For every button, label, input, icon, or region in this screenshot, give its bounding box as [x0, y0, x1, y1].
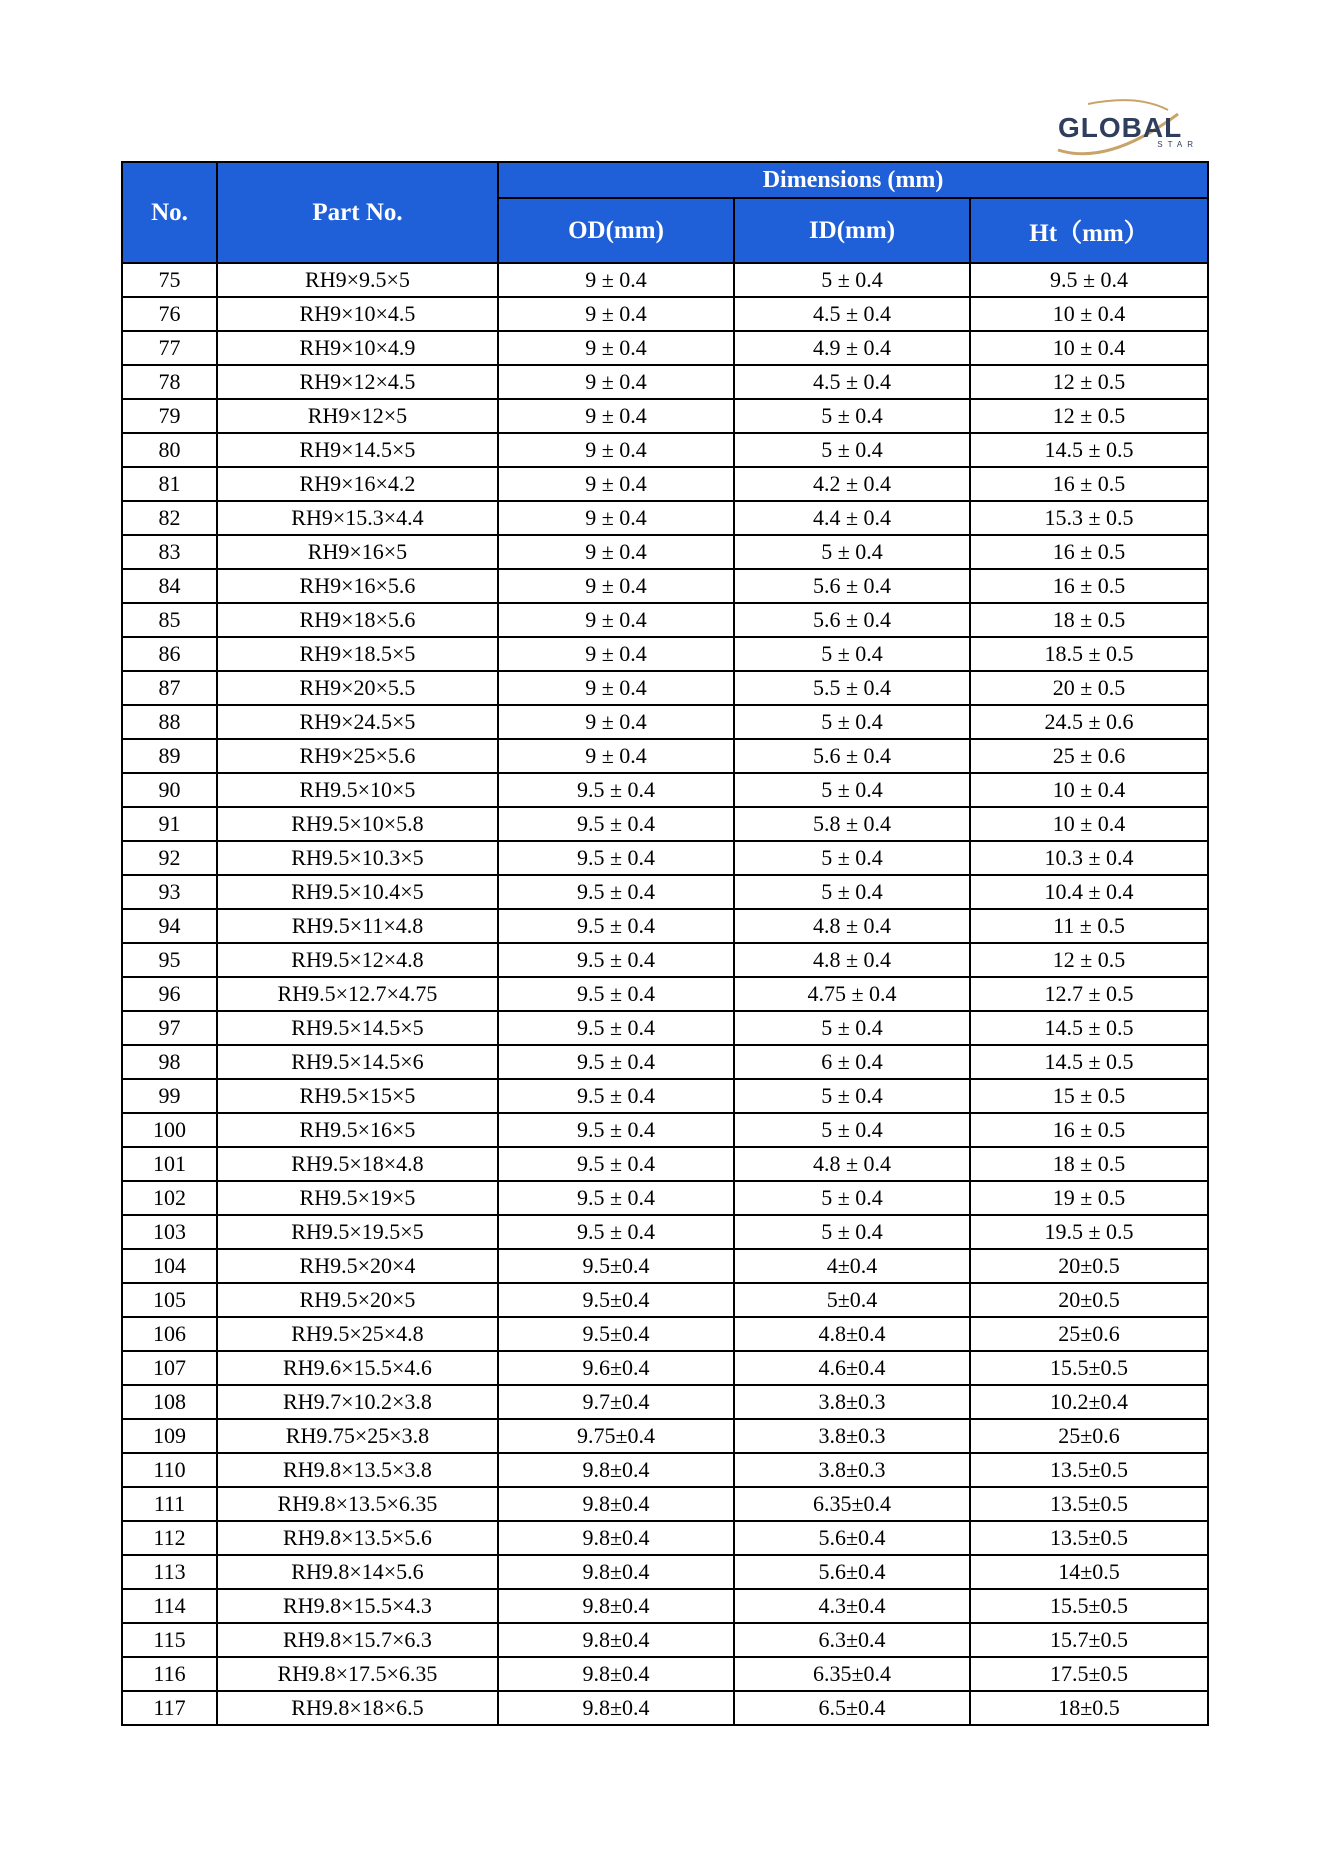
cell-id: 5 ± 0.4: [734, 433, 970, 467]
cell-no: 85: [122, 603, 217, 637]
cell-od: 9.8±0.4: [498, 1623, 734, 1657]
cell-id: 5 ± 0.4: [734, 773, 970, 807]
table-row: [122, 705, 1208, 739]
table-row: [122, 1419, 1208, 1453]
cell-od: 9 ± 0.4: [498, 569, 734, 603]
table-row: [122, 671, 1208, 705]
cell-id: 3.8±0.3: [734, 1453, 970, 1487]
table-row: [122, 297, 1208, 331]
header-no: No.: [122, 162, 217, 263]
cell-no: 99: [122, 1079, 217, 1113]
cell-id: 5 ± 0.4: [734, 705, 970, 739]
cell-part-no: RH9.8×15.5×4.3: [217, 1589, 498, 1623]
cell-part-no: RH9×12×5: [217, 399, 498, 433]
header-od: OD(mm): [498, 198, 734, 263]
cell-part-no: RH9×18×5.6: [217, 603, 498, 637]
table-row: [122, 1385, 1208, 1419]
table-row: [122, 1113, 1208, 1147]
cell-no: 92: [122, 841, 217, 875]
table-row: [122, 841, 1208, 875]
cell-ht: 15 ± 0.5: [970, 1079, 1208, 1113]
cell-no: 117: [122, 1691, 217, 1725]
cell-id: 4.9 ± 0.4: [734, 331, 970, 365]
cell-od: 9.8±0.4: [498, 1691, 734, 1725]
cell-no: 110: [122, 1453, 217, 1487]
cell-part-no: RH9×24.5×5: [217, 705, 498, 739]
cell-ht: 24.5 ± 0.6: [970, 705, 1208, 739]
cell-part-no: RH9.8×18×6.5: [217, 1691, 498, 1725]
cell-ht: 10 ± 0.4: [970, 297, 1208, 331]
cell-no: 91: [122, 807, 217, 841]
table-body: [122, 263, 1208, 1725]
table-row: [122, 1079, 1208, 1113]
table-row: [122, 569, 1208, 603]
table-row: [122, 1147, 1208, 1181]
cell-od: 9.5 ± 0.4: [498, 1147, 734, 1181]
cell-od: 9 ± 0.4: [498, 705, 734, 739]
header-part-no: Part No.: [217, 162, 498, 263]
cell-no: 88: [122, 705, 217, 739]
cell-od: 9.7±0.4: [498, 1385, 734, 1419]
table-row: [122, 773, 1208, 807]
table-row: [122, 943, 1208, 977]
cell-ht: 9.5 ± 0.4: [970, 263, 1208, 297]
cell-no: 103: [122, 1215, 217, 1249]
cell-id: 6.35±0.4: [734, 1487, 970, 1521]
cell-ht: 20 ± 0.5: [970, 671, 1208, 705]
table-row: [122, 739, 1208, 773]
cell-id: 4.5 ± 0.4: [734, 365, 970, 399]
cell-id: 5 ± 0.4: [734, 535, 970, 569]
cell-id: 6.35±0.4: [734, 1657, 970, 1691]
cell-no: 105: [122, 1283, 217, 1317]
table-row: [122, 1181, 1208, 1215]
company-logo: [1048, 96, 1206, 158]
cell-id: 4±0.4: [734, 1249, 970, 1283]
cell-id: 5.6±0.4: [734, 1521, 970, 1555]
cell-no: 81: [122, 467, 217, 501]
cell-id: 5 ± 0.4: [734, 841, 970, 875]
cell-no: 112: [122, 1521, 217, 1555]
cell-part-no: RH9.5×19.5×5: [217, 1215, 498, 1249]
cell-id: 5±0.4: [734, 1283, 970, 1317]
cell-part-no: RH9.5×11×4.8: [217, 909, 498, 943]
cell-no: 104: [122, 1249, 217, 1283]
cell-od: 9 ± 0.4: [498, 637, 734, 671]
cell-ht: 10 ± 0.4: [970, 773, 1208, 807]
cell-id: 4.2 ± 0.4: [734, 467, 970, 501]
cell-od: 9.8±0.4: [498, 1657, 734, 1691]
cell-od: 9.6±0.4: [498, 1351, 734, 1385]
table-row: [122, 433, 1208, 467]
cell-id: 4.4 ± 0.4: [734, 501, 970, 535]
table-row: [122, 263, 1208, 297]
cell-od: 9.5 ± 0.4: [498, 807, 734, 841]
cell-no: 89: [122, 739, 217, 773]
cell-ht: 12 ± 0.5: [970, 943, 1208, 977]
cell-od: 9.5 ± 0.4: [498, 1045, 734, 1079]
cell-part-no: RH9.5×10.4×5: [217, 875, 498, 909]
cell-id: 5.8 ± 0.4: [734, 807, 970, 841]
cell-no: 98: [122, 1045, 217, 1079]
cell-part-no: RH9.5×14.5×5: [217, 1011, 498, 1045]
cell-part-no: RH9.8×14×5.6: [217, 1555, 498, 1589]
cell-id: 4.8 ± 0.4: [734, 1147, 970, 1181]
table-row: [122, 1249, 1208, 1283]
cell-od: 9 ± 0.4: [498, 297, 734, 331]
table-row: [122, 399, 1208, 433]
cell-part-no: RH9.5×10.3×5: [217, 841, 498, 875]
cell-od: 9.5 ± 0.4: [498, 1181, 734, 1215]
cell-ht: 19.5 ± 0.5: [970, 1215, 1208, 1249]
table-row: [122, 1691, 1208, 1725]
table-row: [122, 977, 1208, 1011]
cell-part-no: RH9.8×13.5×3.8: [217, 1453, 498, 1487]
table-row: [122, 603, 1208, 637]
cell-id: 5 ± 0.4: [734, 1079, 970, 1113]
cell-part-no: RH9.5×10×5.8: [217, 807, 498, 841]
table-row: [122, 1215, 1208, 1249]
cell-ht: 13.5±0.5: [970, 1521, 1208, 1555]
cell-part-no: RH9.8×13.5×5.6: [217, 1521, 498, 1555]
cell-ht: 15.5±0.5: [970, 1351, 1208, 1385]
cell-no: 107: [122, 1351, 217, 1385]
cell-no: 101: [122, 1147, 217, 1181]
table-row: [122, 331, 1208, 365]
cell-no: 84: [122, 569, 217, 603]
cell-part-no: RH9.8×13.5×6.35: [217, 1487, 498, 1521]
cell-od: 9.5 ± 0.4: [498, 773, 734, 807]
cell-od: 9 ± 0.4: [498, 263, 734, 297]
cell-od: 9.8±0.4: [498, 1521, 734, 1555]
cell-id: 6 ± 0.4: [734, 1045, 970, 1079]
cell-no: 106: [122, 1317, 217, 1351]
cell-no: 97: [122, 1011, 217, 1045]
cell-no: 109: [122, 1419, 217, 1453]
cell-id: 4.6±0.4: [734, 1351, 970, 1385]
cell-od: 9 ± 0.4: [498, 433, 734, 467]
cell-part-no: RH9×12×4.5: [217, 365, 498, 399]
cell-no: 83: [122, 535, 217, 569]
cell-od: 9 ± 0.4: [498, 467, 734, 501]
cell-part-no: RH9×14.5×5: [217, 433, 498, 467]
cell-od: 9 ± 0.4: [498, 399, 734, 433]
cell-od: 9 ± 0.4: [498, 365, 734, 399]
cell-id: 5 ± 0.4: [734, 637, 970, 671]
table-row: [122, 467, 1208, 501]
cell-ht: 10 ± 0.4: [970, 807, 1208, 841]
cell-od: 9.5 ± 0.4: [498, 875, 734, 909]
cell-no: 86: [122, 637, 217, 671]
cell-id: 6.5±0.4: [734, 1691, 970, 1725]
cell-ht: 19 ± 0.5: [970, 1181, 1208, 1215]
cell-id: 5.5 ± 0.4: [734, 671, 970, 705]
cell-part-no: RH9×16×5: [217, 535, 498, 569]
cell-od: 9.5 ± 0.4: [498, 1215, 734, 1249]
cell-od: 9.8±0.4: [498, 1487, 734, 1521]
cell-id: 5.6 ± 0.4: [734, 739, 970, 773]
cell-ht: 13.5±0.5: [970, 1487, 1208, 1521]
cell-ht: 16 ± 0.5: [970, 535, 1208, 569]
cell-od: 9 ± 0.4: [498, 501, 734, 535]
logo-subtext: STAR: [1157, 140, 1198, 149]
table-row: [122, 875, 1208, 909]
cell-no: 79: [122, 399, 217, 433]
cell-od: 9 ± 0.4: [498, 331, 734, 365]
cell-no: 93: [122, 875, 217, 909]
cell-ht: 16 ± 0.5: [970, 569, 1208, 603]
dimensions-table: [121, 161, 1209, 1726]
cell-part-no: RH9.5×14.5×6: [217, 1045, 498, 1079]
cell-id: 4.8 ± 0.4: [734, 943, 970, 977]
cell-id: 5 ± 0.4: [734, 875, 970, 909]
cell-id: 5 ± 0.4: [734, 399, 970, 433]
cell-id: 5 ± 0.4: [734, 1181, 970, 1215]
cell-no: 94: [122, 909, 217, 943]
cell-ht: 15.7±0.5: [970, 1623, 1208, 1657]
cell-od: 9.8±0.4: [498, 1453, 734, 1487]
table-row: [122, 1555, 1208, 1589]
table-row: [122, 1453, 1208, 1487]
cell-od: 9 ± 0.4: [498, 739, 734, 773]
cell-id: 3.8±0.3: [734, 1385, 970, 1419]
cell-ht: 25±0.6: [970, 1317, 1208, 1351]
cell-part-no: RH9.7×10.2×3.8: [217, 1385, 498, 1419]
cell-part-no: RH9.5×25×4.8: [217, 1317, 498, 1351]
cell-od: 9.5±0.4: [498, 1249, 734, 1283]
cell-no: 113: [122, 1555, 217, 1589]
cell-part-no: RH9×16×5.6: [217, 569, 498, 603]
cell-part-no: RH9×25×5.6: [217, 739, 498, 773]
cell-part-no: RH9.5×19×5: [217, 1181, 498, 1215]
cell-id: 4.8 ± 0.4: [734, 909, 970, 943]
cell-ht: 13.5±0.5: [970, 1453, 1208, 1487]
cell-od: 9.8±0.4: [498, 1555, 734, 1589]
table-row: [122, 1623, 1208, 1657]
cell-od: 9.5 ± 0.4: [498, 1113, 734, 1147]
cell-ht: 17.5±0.5: [970, 1657, 1208, 1691]
cell-no: 75: [122, 263, 217, 297]
cell-ht: 18 ± 0.5: [970, 1147, 1208, 1181]
cell-id: 5 ± 0.4: [734, 263, 970, 297]
cell-od: 9.5 ± 0.4: [498, 977, 734, 1011]
cell-part-no: RH9.8×17.5×6.35: [217, 1657, 498, 1691]
cell-part-no: RH9×20×5.5: [217, 671, 498, 705]
header-dimensions: Dimensions (mm): [498, 162, 1208, 198]
cell-od: 9.5±0.4: [498, 1317, 734, 1351]
cell-id: 4.8±0.4: [734, 1317, 970, 1351]
cell-no: 100: [122, 1113, 217, 1147]
table-row: [122, 909, 1208, 943]
cell-ht: 16 ± 0.5: [970, 467, 1208, 501]
cell-no: 96: [122, 977, 217, 1011]
cell-no: 77: [122, 331, 217, 365]
cell-ht: 20±0.5: [970, 1283, 1208, 1317]
header-id: ID(mm): [734, 198, 970, 263]
cell-no: 116: [122, 1657, 217, 1691]
cell-ht: 18.5 ± 0.5: [970, 637, 1208, 671]
cell-part-no: RH9×15.3×4.4: [217, 501, 498, 535]
table-row: [122, 501, 1208, 535]
cell-od: 9.75±0.4: [498, 1419, 734, 1453]
cell-id: 5.6 ± 0.4: [734, 603, 970, 637]
cell-od: 9.5 ± 0.4: [498, 1079, 734, 1113]
cell-ht: 12.7 ± 0.5: [970, 977, 1208, 1011]
table-row: [122, 1589, 1208, 1623]
cell-no: 76: [122, 297, 217, 331]
table-row: [122, 1521, 1208, 1555]
cell-od: 9.8±0.4: [498, 1589, 734, 1623]
cell-no: 90: [122, 773, 217, 807]
table-row: [122, 1011, 1208, 1045]
cell-ht: 18±0.5: [970, 1691, 1208, 1725]
cell-part-no: RH9×18.5×5: [217, 637, 498, 671]
cell-id: 4.75 ± 0.4: [734, 977, 970, 1011]
cell-ht: 25 ± 0.6: [970, 739, 1208, 773]
cell-id: 5.6 ± 0.4: [734, 569, 970, 603]
cell-part-no: RH9.5×12.7×4.75: [217, 977, 498, 1011]
cell-ht: 14±0.5: [970, 1555, 1208, 1589]
cell-ht: 12 ± 0.5: [970, 365, 1208, 399]
cell-no: 95: [122, 943, 217, 977]
cell-od: 9.5 ± 0.4: [498, 1011, 734, 1045]
cell-ht: 15.5±0.5: [970, 1589, 1208, 1623]
table-row: [122, 637, 1208, 671]
table-row: [122, 1045, 1208, 1079]
cell-no: 80: [122, 433, 217, 467]
logo-text: GLOBAL: [1058, 112, 1183, 143]
cell-od: 9 ± 0.4: [498, 603, 734, 637]
cell-part-no: RH9.5×10×5: [217, 773, 498, 807]
cell-part-no: RH9.5×20×4: [217, 1249, 498, 1283]
cell-ht: 20±0.5: [970, 1249, 1208, 1283]
cell-ht: 10.2±0.4: [970, 1385, 1208, 1419]
cell-od: 9.5 ± 0.4: [498, 943, 734, 977]
cell-part-no: RH9.75×25×3.8: [217, 1419, 498, 1453]
cell-od: 9 ± 0.4: [498, 535, 734, 569]
cell-id: 3.8±0.3: [734, 1419, 970, 1453]
cell-ht: 25±0.6: [970, 1419, 1208, 1453]
cell-no: 82: [122, 501, 217, 535]
cell-ht: 10.4 ± 0.4: [970, 875, 1208, 909]
cell-part-no: RH9×10×4.9: [217, 331, 498, 365]
cell-id: 5 ± 0.4: [734, 1215, 970, 1249]
cell-part-no: RH9.5×20×5: [217, 1283, 498, 1317]
cell-part-no: RH9×9.5×5: [217, 263, 498, 297]
cell-no: 87: [122, 671, 217, 705]
cell-no: 102: [122, 1181, 217, 1215]
table-header: [122, 162, 1208, 263]
cell-od: 9.5±0.4: [498, 1283, 734, 1317]
table-row: [122, 1317, 1208, 1351]
cell-part-no: RH9.5×12×4.8: [217, 943, 498, 977]
cell-ht: 16 ± 0.5: [970, 1113, 1208, 1147]
cell-no: 78: [122, 365, 217, 399]
table-row: [122, 365, 1208, 399]
table-row: [122, 535, 1208, 569]
cell-od: 9.5 ± 0.4: [498, 909, 734, 943]
table-row: [122, 807, 1208, 841]
cell-ht: 12 ± 0.5: [970, 399, 1208, 433]
cell-ht: 14.5 ± 0.5: [970, 1011, 1208, 1045]
cell-part-no: RH9×10×4.5: [217, 297, 498, 331]
cell-part-no: RH9.5×18×4.8: [217, 1147, 498, 1181]
cell-ht: 11 ± 0.5: [970, 909, 1208, 943]
cell-ht: 18 ± 0.5: [970, 603, 1208, 637]
cell-id: 5 ± 0.4: [734, 1113, 970, 1147]
cell-ht: 10.3 ± 0.4: [970, 841, 1208, 875]
table-row: [122, 1657, 1208, 1691]
cell-id: 4.5 ± 0.4: [734, 297, 970, 331]
cell-part-no: RH9.5×15×5: [217, 1079, 498, 1113]
cell-od: 9.5 ± 0.4: [498, 841, 734, 875]
cell-ht: 15.3 ± 0.5: [970, 501, 1208, 535]
table-row: [122, 1283, 1208, 1317]
cell-part-no: RH9.5×16×5: [217, 1113, 498, 1147]
table-row: [122, 1351, 1208, 1385]
table-row: [122, 1487, 1208, 1521]
cell-ht: 14.5 ± 0.5: [970, 1045, 1208, 1079]
cell-part-no: RH9×16×4.2: [217, 467, 498, 501]
cell-ht: 10 ± 0.4: [970, 331, 1208, 365]
cell-id: 4.3±0.4: [734, 1589, 970, 1623]
cell-ht: 14.5 ± 0.5: [970, 433, 1208, 467]
cell-no: 114: [122, 1589, 217, 1623]
cell-no: 108: [122, 1385, 217, 1419]
cell-id: 5.6±0.4: [734, 1555, 970, 1589]
cell-od: 9 ± 0.4: [498, 671, 734, 705]
cell-part-no: RH9.6×15.5×4.6: [217, 1351, 498, 1385]
cell-no: 111: [122, 1487, 217, 1521]
cell-id: 6.3±0.4: [734, 1623, 970, 1657]
cell-no: 115: [122, 1623, 217, 1657]
cell-part-no: RH9.8×15.7×6.3: [217, 1623, 498, 1657]
cell-id: 5 ± 0.4: [734, 1011, 970, 1045]
header-ht: Ht（mm）: [970, 198, 1208, 263]
